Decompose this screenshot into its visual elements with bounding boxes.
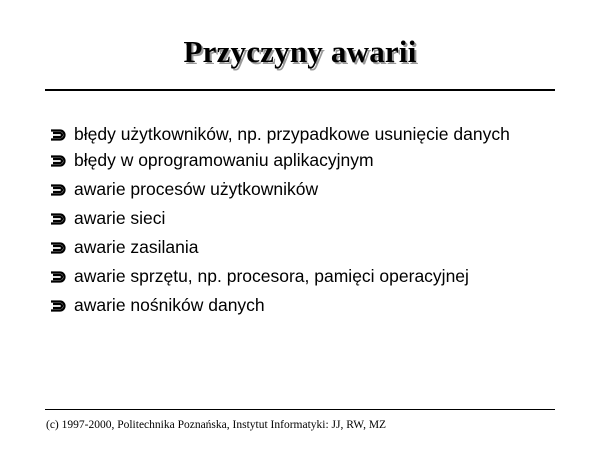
footer-divider bbox=[45, 409, 555, 410]
bullet-item bbox=[50, 208, 555, 229]
bullet-item bbox=[50, 124, 555, 145]
bullet-item bbox=[50, 266, 555, 287]
right-arrow-icon bbox=[50, 179, 74, 200]
bullet-text: awarie sprzętu, np. procesora, pamięci operacyjnej bbox=[74, 266, 469, 286]
bullet-text: awarie sieci bbox=[74, 208, 166, 228]
slide-title: Przyczyny awarii bbox=[183, 34, 417, 69]
right-arrow-icon bbox=[50, 295, 74, 316]
bullet-list bbox=[50, 124, 555, 324]
right-arrow-icon bbox=[50, 124, 74, 145]
right-arrow-icon bbox=[50, 237, 74, 258]
bullet-item bbox=[50, 150, 555, 171]
right-arrow-icon bbox=[50, 266, 74, 287]
bullet-item bbox=[50, 179, 555, 200]
bullet-text: awarie procesów użytkowników bbox=[74, 179, 319, 199]
right-arrow-icon bbox=[50, 208, 74, 229]
bullet-text: awarie nośników danych bbox=[74, 295, 265, 315]
bullet-item bbox=[50, 237, 555, 258]
bullet-text: błędy w oprogramowaniu aplikacyjnym bbox=[74, 150, 374, 170]
bullet-text: awarie zasilania bbox=[74, 237, 199, 257]
bullet-text: błędy użytkowników, np. przypadkowe usunięcie danych bbox=[74, 124, 510, 144]
right-arrow-icon bbox=[50, 150, 74, 171]
footer-copyright: (c) 1997-2000, Politechnika Poznańska, Instytut Informatyki: JJ, RW, MZ bbox=[46, 419, 387, 431]
bullet-item bbox=[50, 295, 555, 316]
title-divider bbox=[45, 89, 555, 91]
